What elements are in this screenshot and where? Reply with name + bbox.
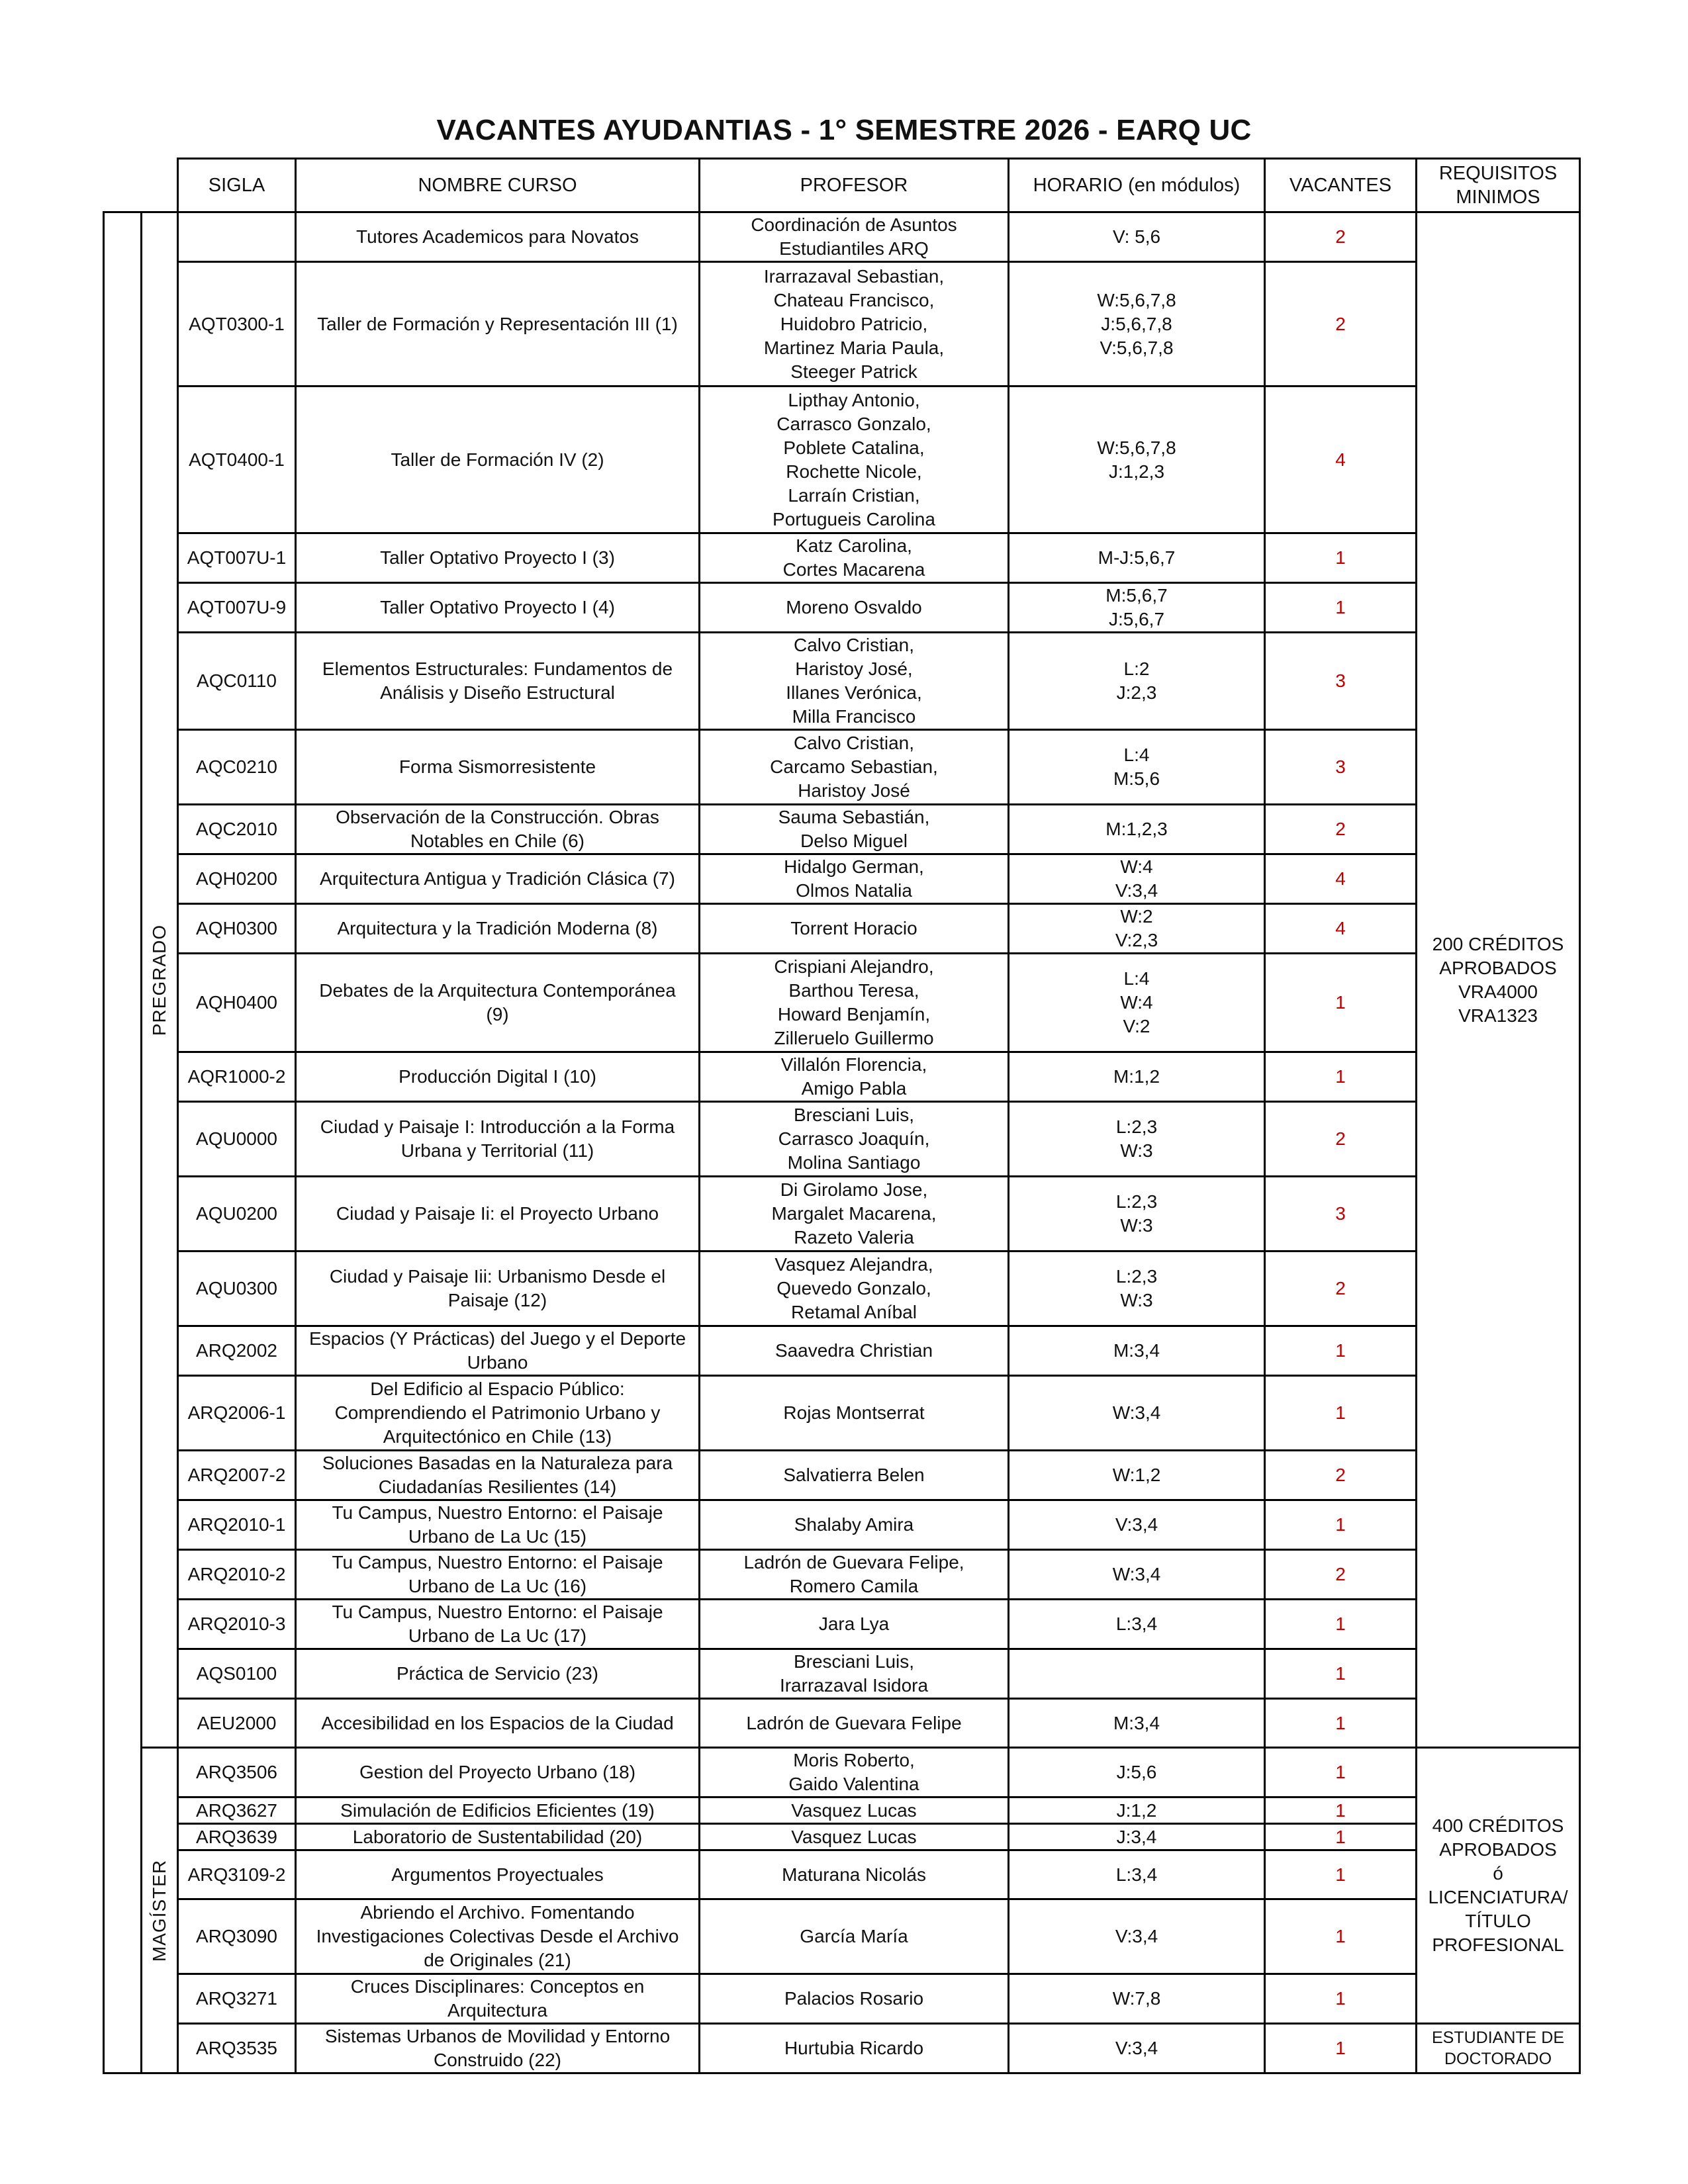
cell-nombre: Producción Digital I (10) xyxy=(296,1052,700,1102)
cell-horario: W:1,2 xyxy=(1009,1451,1265,1500)
header-row xyxy=(104,159,1580,212)
table-row xyxy=(104,387,1580,533)
cell-nombre: Arquitectura Antigua y Tradición Clásica (7) xyxy=(296,854,700,904)
cell-horario: V:3,4 xyxy=(1009,2024,1265,2073)
table-row xyxy=(104,1600,1580,1649)
cell-vacantes: 1 xyxy=(1265,1797,1417,1824)
table-row xyxy=(104,212,1580,262)
table-row xyxy=(104,1500,1580,1550)
cell-nombre: Taller de Formación y Representación III (1) xyxy=(296,262,700,387)
cell-sigla: AQR1000-2 xyxy=(178,1052,296,1102)
cell-sigla: ARQ2010-1 xyxy=(178,1500,296,1550)
cell-nombre: Soluciones Basadas en la Naturaleza para Ciudadanías Resilientes (14) xyxy=(296,1451,700,1500)
table-row xyxy=(104,262,1580,387)
group-label-magister: MAGÍSTER xyxy=(149,1859,169,1962)
group-pregrado xyxy=(142,212,178,1748)
cell-nombre: Tu Campus, Nuestro Entorno: el Paisaje Urbano de La Uc (15) xyxy=(296,1500,700,1550)
cell-vacantes: 1 xyxy=(1265,583,1417,633)
header-horario: HORARIO (en módulos) xyxy=(1009,159,1265,212)
cell-sigla: AQC0110 xyxy=(178,633,296,730)
cell-profesor: Calvo Cristian, Carcamo Sebastian, Haristoy José xyxy=(700,730,1009,805)
cell-profesor: Jara Lya xyxy=(700,1600,1009,1649)
cell-horario: M:3,4 xyxy=(1009,1326,1265,1376)
cell-horario xyxy=(1009,1649,1265,1699)
cell-vacantes: 1 xyxy=(1265,954,1417,1052)
cell-horario: L:3,4 xyxy=(1009,1850,1265,1899)
cell-profesor: Vasquez Alejandra, Quevedo Gonzalo, Retamal Aníbal xyxy=(700,1251,1009,1326)
cell-horario: W:3,4 xyxy=(1009,1376,1265,1451)
cell-vacantes: 1 xyxy=(1265,1824,1417,1850)
cell-profesor: Ladrón de Guevara Felipe xyxy=(700,1699,1009,1748)
cell-horario: M:3,4 xyxy=(1009,1699,1265,1748)
cell-horario: W:7,8 xyxy=(1009,1974,1265,2024)
cell-vacantes: 3 xyxy=(1265,633,1417,730)
table-row xyxy=(104,1974,1580,2024)
cell-vacantes: 2 xyxy=(1265,805,1417,854)
cell-vacantes: 1 xyxy=(1265,1748,1417,1797)
cell-profesor: Hidalgo German, Olmos Natalia xyxy=(700,854,1009,904)
cell-nombre: Práctica de Servicio (23) xyxy=(296,1649,700,1699)
outer-bracket xyxy=(104,212,142,2073)
cell-sigla: ARQ3627 xyxy=(178,1797,296,1824)
cell-sigla: AQH0400 xyxy=(178,954,296,1052)
table-row xyxy=(104,1376,1580,1451)
cell-sigla: AQU0200 xyxy=(178,1177,296,1251)
cell-vacantes: 1 xyxy=(1265,1699,1417,1748)
cell-nombre: Sistemas Urbanos de Movilidad y Entorno Construido (22) xyxy=(296,2024,700,2073)
cell-sigla: AQH0200 xyxy=(178,854,296,904)
cell-sigla: ARQ3639 xyxy=(178,1824,296,1850)
cell-sigla: AQC2010 xyxy=(178,805,296,854)
cell-horario: L:2,3 W:3 xyxy=(1009,1102,1265,1177)
cell-nombre: Accesibilidad en los Espacios de la Ciudad xyxy=(296,1699,700,1748)
cell-sigla: AQC0210 xyxy=(178,730,296,805)
cell-horario: L:3,4 xyxy=(1009,1600,1265,1649)
cell-vacantes: 4 xyxy=(1265,854,1417,904)
cell-vacantes: 2 xyxy=(1265,1451,1417,1500)
cell-profesor: Villalón Florencia, Amigo Pabla xyxy=(700,1052,1009,1102)
cell-nombre: Ciudad y Paisaje I: Introducción a la Forma Urbana y Territorial (11) xyxy=(296,1102,700,1177)
cell-sigla: AQS0100 xyxy=(178,1649,296,1699)
cell-horario: L:2,3 W:3 xyxy=(1009,1251,1265,1326)
cell-profesor: Palacios Rosario xyxy=(700,1974,1009,2024)
cell-sigla: AQT0300-1 xyxy=(178,262,296,387)
table-row xyxy=(104,1649,1580,1699)
cell-nombre: Ciudad y Paisaje Ii: el Proyecto Urbano xyxy=(296,1177,700,1251)
cell-profesor: Torrent Horacio xyxy=(700,904,1009,954)
cell-nombre: Tu Campus, Nuestro Entorno: el Paisaje Urbano de La Uc (17) xyxy=(296,1600,700,1649)
cell-profesor: Coordinación de Asuntos Estudiantiles ARQ xyxy=(700,212,1009,262)
cell-horario: V: 5,6 xyxy=(1009,212,1265,262)
cell-profesor: Shalaby Amira xyxy=(700,1500,1009,1550)
table-row xyxy=(104,583,1580,633)
cell-profesor: Calvo Cristian, Haristoy José, Illanes Verónica, Milla Francisco xyxy=(700,633,1009,730)
table-row xyxy=(104,1748,1580,1797)
group-magister xyxy=(142,1748,178,2073)
cell-nombre: Arquitectura y la Tradición Moderna (8) xyxy=(296,904,700,954)
cell-profesor: Hurtubia Ricardo xyxy=(700,2024,1009,2073)
cell-vacantes: 4 xyxy=(1265,904,1417,954)
requirements-pregrado: 200 CRÉDITOS APROBADOS VRA4000 VRA1323 xyxy=(1417,212,1580,1748)
cell-horario: J:5,6 xyxy=(1009,1748,1265,1797)
cell-vacantes: 2 xyxy=(1265,1102,1417,1177)
cell-vacantes: 1 xyxy=(1265,1600,1417,1649)
table-row xyxy=(104,904,1580,954)
table-row xyxy=(104,954,1580,1052)
cell-vacantes: 1 xyxy=(1265,1500,1417,1550)
cell-vacantes: 1 xyxy=(1265,533,1417,583)
cell-sigla: ARQ3109-2 xyxy=(178,1850,296,1899)
table-row xyxy=(104,1052,1580,1102)
cell-profesor: Rojas Montserrat xyxy=(700,1376,1009,1451)
cell-horario: L:2 J:2,3 xyxy=(1009,633,1265,730)
cell-horario: V:3,4 xyxy=(1009,1500,1265,1550)
cell-horario: W:4 V:3,4 xyxy=(1009,854,1265,904)
cell-sigla: ARQ2010-2 xyxy=(178,1550,296,1600)
cell-nombre: Argumentos Proyectuales xyxy=(296,1850,700,1899)
cell-horario: L:2,3 W:3 xyxy=(1009,1177,1265,1251)
group-label-pregrado: PREGRADO xyxy=(149,924,169,1036)
cell-horario: V:3,4 xyxy=(1009,1899,1265,1974)
cell-vacantes: 3 xyxy=(1265,1177,1417,1251)
cell-horario: M:5,6,7 J:5,6,7 xyxy=(1009,583,1265,633)
cell-horario: W:5,6,7,8 J:5,6,7,8 V:5,6,7,8 xyxy=(1009,262,1265,387)
cell-vacantes: 1 xyxy=(1265,1899,1417,1974)
table-row xyxy=(104,730,1580,805)
cell-profesor: Lipthay Antonio, Carrasco Gonzalo, Poblete Catalina, Rochette Nicole, Larraín Cristian, Portugueis Carolina xyxy=(700,387,1009,533)
table-row xyxy=(104,533,1580,583)
cell-sigla: AEU2000 xyxy=(178,1699,296,1748)
table-row xyxy=(104,1899,1580,1974)
cell-sigla: AQH0300 xyxy=(178,904,296,954)
table-row xyxy=(104,1451,1580,1500)
cell-horario: L:4 W:4 V:2 xyxy=(1009,954,1265,1052)
cell-sigla: AQT0400-1 xyxy=(178,387,296,533)
cell-sigla: ARQ3535 xyxy=(178,2024,296,2073)
cell-vacantes: 2 xyxy=(1265,1550,1417,1600)
cell-vacantes: 1 xyxy=(1265,1052,1417,1102)
cell-nombre: Elementos Estructurales: Fundamentos de Análisis y Diseño Estructural xyxy=(296,633,700,730)
cell-horario: W:3,4 xyxy=(1009,1550,1265,1600)
table-row xyxy=(104,1797,1580,1824)
cell-nombre: Observación de la Construcción. Obras Notables en Chile (6) xyxy=(296,805,700,854)
table-row xyxy=(104,1326,1580,1376)
cell-sigla: ARQ2006-1 xyxy=(178,1376,296,1451)
cell-sigla: ARQ3090 xyxy=(178,1899,296,1974)
cell-horario: J:3,4 xyxy=(1009,1824,1265,1850)
table-row xyxy=(104,2024,1580,2073)
cell-sigla: AQT007U-1 xyxy=(178,533,296,583)
cell-profesor: García María xyxy=(700,1899,1009,1974)
cell-nombre: Abriendo el Archivo. Fomentando Investigaciones Colectivas Desde el Archivo de Originales (21) xyxy=(296,1899,700,1974)
header-nombre: NOMBRE CURSO xyxy=(296,159,700,212)
table-row xyxy=(104,854,1580,904)
table-row xyxy=(104,1850,1580,1899)
table-row xyxy=(104,1102,1580,1177)
cell-profesor: Vasquez Lucas xyxy=(700,1797,1009,1824)
page-title: VACANTES AYUDANTIAS - 1° SEMESTRE 2026 - EARQ UC xyxy=(436,114,1252,146)
cell-horario: M:1,2 xyxy=(1009,1052,1265,1102)
table-row xyxy=(104,805,1580,854)
cell-horario: J:1,2 xyxy=(1009,1797,1265,1824)
cell-nombre: Simulación de Edificios Eficientes (19) xyxy=(296,1797,700,1824)
table-row xyxy=(104,1251,1580,1326)
cell-nombre: Gestion del Proyecto Urbano (18) xyxy=(296,1748,700,1797)
cell-vacantes: 4 xyxy=(1265,387,1417,533)
cell-sigla: ARQ2007-2 xyxy=(178,1451,296,1500)
cell-vacantes: 1 xyxy=(1265,1326,1417,1376)
cell-nombre: Tutores Academicos para Novatos xyxy=(296,212,700,262)
header-requisitos: REQUISITOS MINIMOS xyxy=(1417,159,1580,212)
cell-nombre: Laboratorio de Sustentabilidad (20) xyxy=(296,1824,700,1850)
table-body xyxy=(104,212,1580,2073)
cell-nombre: Del Edificio al Espacio Público: Comprendiendo el Patrimonio Urbano y Arquitectónico en Chile (13) xyxy=(296,1376,700,1451)
cell-horario: W:2 V:2,3 xyxy=(1009,904,1265,954)
cell-nombre: Tu Campus, Nuestro Entorno: el Paisaje Urbano de La Uc (16) xyxy=(296,1550,700,1600)
cell-profesor: Irarrazaval Sebastian, Chateau Francisco, Huidobro Patricio, Martinez Maria Paula, Steeger Patrick xyxy=(700,262,1009,387)
vacancies-table xyxy=(103,158,1581,2074)
header-sigla: SIGLA xyxy=(178,159,296,212)
cell-vacantes: 2 xyxy=(1265,1251,1417,1326)
cell-vacantes: 1 xyxy=(1265,2024,1417,2073)
cell-sigla: AQU0300 xyxy=(178,1251,296,1326)
table-row xyxy=(104,1699,1580,1748)
cell-vacantes: 1 xyxy=(1265,1649,1417,1699)
cell-profesor: Moreno Osvaldo xyxy=(700,583,1009,633)
cell-nombre: Ciudad y Paisaje Iii: Urbanismo Desde el Paisaje (12) xyxy=(296,1251,700,1326)
cell-vacantes: 1 xyxy=(1265,1974,1417,2024)
cell-vacantes: 2 xyxy=(1265,262,1417,387)
cell-nombre: Taller de Formación IV (2) xyxy=(296,387,700,533)
cell-nombre: Espacios (Y Prácticas) del Juego y el Deporte Urbano xyxy=(296,1326,700,1376)
cell-sigla xyxy=(178,212,296,262)
cell-profesor: Di Girolamo Jose, Margalet Macarena, Razeto Valeria xyxy=(700,1177,1009,1251)
cell-profesor: Vasquez Lucas xyxy=(700,1824,1009,1850)
cell-sigla: ARQ2010-3 xyxy=(178,1600,296,1649)
cell-profesor: Sauma Sebastián, Delso Miguel xyxy=(700,805,1009,854)
cell-nombre: Forma Sismorresistente xyxy=(296,730,700,805)
cell-nombre: Cruces Disciplinares: Conceptos en Arquitectura xyxy=(296,1974,700,2024)
cell-nombre: Taller Optativo Proyecto I (3) xyxy=(296,533,700,583)
requirements-magister: 400 CRÉDITOS APROBADOS ó LICENCIATURA/ TÍTULO PROFESIONAL xyxy=(1417,1748,1580,2024)
cell-vacantes: 1 xyxy=(1265,1376,1417,1451)
cell-profesor: Crispiani Alejandro, Barthou Teresa, Howard Benjamín, Zilleruelo Guillermo xyxy=(700,954,1009,1052)
table-row xyxy=(104,1177,1580,1251)
cell-nombre: Debates de la Arquitectura Contemporánea (9) xyxy=(296,954,700,1052)
cell-profesor: Salvatierra Belen xyxy=(700,1451,1009,1500)
requirements-doctorado: ESTUDIANTE DE DOCTORADO xyxy=(1417,2024,1580,2073)
cell-profesor: Katz Carolina, Cortes Macarena xyxy=(700,533,1009,583)
table-row xyxy=(104,1550,1580,1600)
header-vacantes: VACANTES xyxy=(1265,159,1417,212)
cell-profesor: Bresciani Luis, Irarrazaval Isidora xyxy=(700,1649,1009,1699)
cell-sigla: ARQ2002 xyxy=(178,1326,296,1376)
cell-profesor: Saavedra Christian xyxy=(700,1326,1009,1376)
cell-sigla: ARQ3506 xyxy=(178,1748,296,1797)
cell-profesor: Bresciani Luis, Carrasco Joaquín, Molina Santiago xyxy=(700,1102,1009,1177)
table-row xyxy=(104,633,1580,730)
cell-vacantes: 2 xyxy=(1265,212,1417,262)
cell-horario: L:4 M:5,6 xyxy=(1009,730,1265,805)
cell-horario: W:5,6,7,8 J:1,2,3 xyxy=(1009,387,1265,533)
header-profesor: PROFESOR xyxy=(700,159,1009,212)
cell-profesor: Maturana Nicolás xyxy=(700,1850,1009,1899)
cell-sigla: AQT007U-9 xyxy=(178,583,296,633)
cell-profesor: Moris Roberto, Gaido Valentina xyxy=(700,1748,1009,1797)
cell-vacantes: 1 xyxy=(1265,1850,1417,1899)
cell-vacantes: 3 xyxy=(1265,730,1417,805)
cell-profesor: Ladrón de Guevara Felipe, Romero Camila xyxy=(700,1550,1009,1600)
cell-sigla: ARQ3271 xyxy=(178,1974,296,2024)
cell-nombre: Taller Optativo Proyecto I (4) xyxy=(296,583,700,633)
cell-horario: M:1,2,3 xyxy=(1009,805,1265,854)
table-row xyxy=(104,1824,1580,1850)
cell-sigla: AQU0000 xyxy=(178,1102,296,1177)
cell-horario: M-J:5,6,7 xyxy=(1009,533,1265,583)
